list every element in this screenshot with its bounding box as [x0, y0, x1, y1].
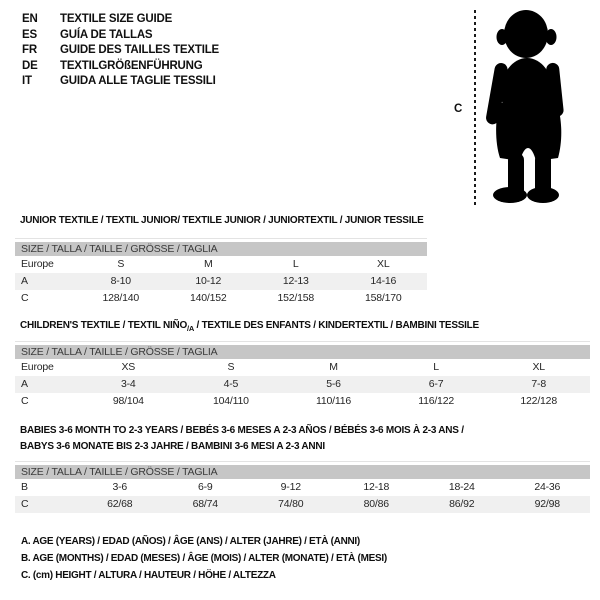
cell: 12-18 [363, 481, 390, 493]
cell: 12-13 [282, 275, 309, 287]
table-row [15, 359, 590, 376]
cell: XL [532, 361, 545, 373]
cell: 3-4 [121, 378, 136, 390]
lang-row-fr [22, 43, 219, 59]
cell: M [203, 258, 213, 270]
cell: 4-5 [223, 378, 239, 390]
cell: M [329, 361, 338, 373]
cell: 86/92 [449, 498, 475, 510]
title-line: BABIES 3-6 MONTH TO 2-3 YEARS / BEBÉS 3-6 MESES A 2-3 AÑOS / BÉBÉS 3-6 MOIS À 2-3 ANS / [20, 425, 464, 436]
cell: S [227, 361, 235, 373]
cell: 110/116 [315, 395, 351, 407]
cell: L [292, 258, 299, 270]
size-header-bar: SIZE / TALLA / TAILLE / GRÖSSE / TAGLIA [15, 465, 590, 479]
title-part: CHILDREN'S TEXTILE / TEXTIL NIÑO [20, 320, 187, 331]
cell: 62/68 [107, 498, 133, 510]
cell: 5-6 [326, 378, 341, 390]
size-header-bar: SIZE / TALLA / TAILLE / GRÖSSE / TAGLIA [15, 345, 590, 359]
table-row [15, 496, 590, 513]
cell: 7-8 [531, 378, 546, 390]
cell: 128/140 [102, 292, 140, 304]
cell: L [433, 361, 439, 373]
footnote-b: B. AGE (MONTHS) / EDAD (MESES) / ÂGE (MOIS) / ALTER (MONATE) / ETÀ (MESI) [21, 553, 387, 564]
language-heading-block [22, 12, 219, 90]
lang-row-it [22, 74, 219, 90]
cell: 6-9 [197, 481, 213, 493]
cell: 92/98 [534, 498, 560, 510]
junior-table [15, 238, 427, 307]
table-row [15, 376, 590, 393]
lang-label: TEXTILE SIZE GUIDE [60, 13, 173, 25]
junior-table-title: JUNIOR TEXTILE / TEXTIL JUNIOR/ TEXTILE JUNIOR / JUNIORTEXTIL / JUNIOR TESSILE [20, 215, 424, 226]
cell: 104/110 [213, 395, 249, 407]
row-label: Europe [21, 361, 54, 373]
lang-label: GUIDE DES TAILLES TEXTILE [60, 44, 219, 56]
table-row [15, 256, 427, 273]
height-measure-label: C [454, 103, 463, 115]
lang-code: EN [22, 13, 38, 25]
row-label: A [21, 275, 28, 287]
cell: 140/152 [189, 292, 227, 304]
title-line: BABYS 3-6 MONATE BIS 2-3 JAHRE / BAMBINI 3-6 MESI A 2-3 ANNI [20, 441, 325, 452]
footnote-c: C. (cm) HEIGHT / ALTURA / HAUTEUR / HÖHE / ALTEZZA [21, 570, 276, 581]
cell: 74/80 [278, 498, 304, 510]
cell: S [117, 258, 125, 270]
cell: 158/170 [364, 292, 402, 304]
size-header-bar: SIZE / TALLA / TAILLE / GRÖSSE / TAGLIA [15, 242, 427, 256]
babies-table-title [20, 423, 464, 455]
table-top-rule [15, 461, 590, 462]
lang-row-es [22, 28, 219, 44]
lang-label: GUÍA DE TALLAS [60, 28, 153, 41]
cell: 24-36 [534, 481, 561, 493]
lang-label: TEXTILGRÖßENFÜHRUNG [60, 59, 203, 72]
title-part: / TEXTILE DES ENFANTS / KINDERTEXTIL / BAMBINI TESSILE [193, 320, 479, 331]
row-label: A [21, 378, 28, 390]
title-subscript: /A [186, 324, 194, 333]
cell: 8-10 [110, 275, 131, 287]
lang-row-en [22, 12, 219, 28]
row-label: C [21, 498, 29, 510]
table-row [15, 273, 427, 290]
cell: 9-12 [280, 481, 301, 493]
cell: 6-7 [428, 378, 444, 390]
lang-code: IT [22, 75, 32, 87]
row-label: C [21, 292, 29, 304]
row-label: Europe [21, 258, 54, 270]
cell: XS [121, 361, 136, 373]
cell: 98/104 [112, 395, 144, 407]
cell: 18-24 [448, 481, 475, 493]
lang-code: ES [22, 28, 37, 41]
cell: 80/86 [363, 498, 389, 510]
footnote-a: A. AGE (YEARS) / EDAD (AÑOS) / ÂGE (ANS) / ALTER (JAHRE) / ETÀ (ANNI) [21, 536, 360, 547]
toddler-silhouette-image [483, 7, 573, 207]
lang-row-de [22, 59, 219, 75]
cell: 152/158 [277, 292, 315, 304]
lang-code: DE [22, 59, 38, 72]
lang-code: FR [22, 44, 37, 56]
table-row [15, 393, 590, 410]
cell: 116/122 [418, 395, 454, 407]
table-row [15, 290, 427, 307]
table-top-rule [15, 238, 427, 239]
children-table-title [20, 320, 479, 333]
cell: XL [377, 258, 390, 270]
row-label: B [21, 481, 28, 493]
cell: 68/74 [192, 498, 218, 510]
table-row [15, 479, 590, 496]
lang-label: GUIDA ALLE TAGLIE TESSILI [60, 75, 216, 87]
table-top-rule [15, 341, 590, 342]
cell: 10-12 [195, 275, 222, 287]
cell: 3-6 [112, 481, 128, 493]
babies-table [15, 461, 590, 513]
cell: 122/128 [520, 395, 557, 407]
height-measure-line [474, 10, 476, 206]
cell: 14-16 [370, 275, 397, 287]
row-label: C [21, 395, 29, 407]
children-table [15, 341, 590, 410]
